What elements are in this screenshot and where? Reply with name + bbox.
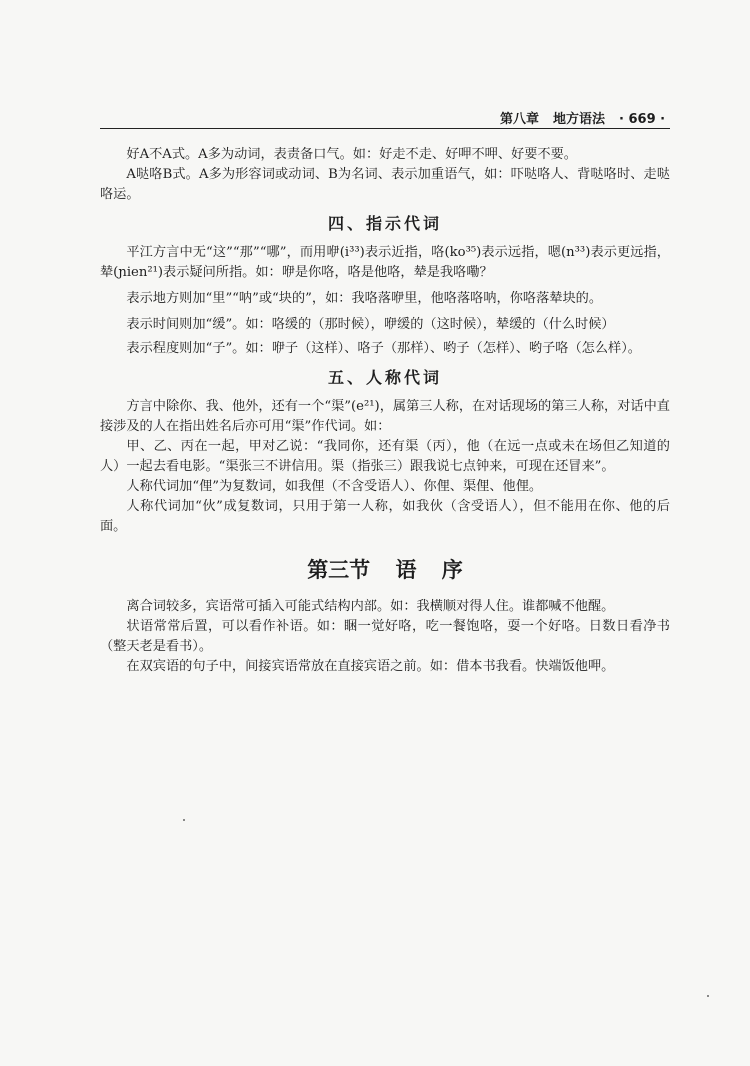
paragraph-demonstratives-intro: 平江方言中无“这”“那”“哪”，而用咿(i³³)表示近指，咯(ko³⁵)表示远指，嗯(n³³)表示更远指，辇(ɲien²¹)表示疑问所指。如：咿是你咯，咯是他咯，辇是我咯嘞？: [100, 245, 670, 280]
page-number: · 669 ·: [619, 112, 666, 127]
chapter-title: 地方语法: [553, 112, 606, 127]
page-body: [100, 145, 670, 677]
paragraph-adverbials: 状语常常后置，可以看作补语。如：睏一觉好咯，吃一餐饱咯，耍一个好咯。日数日看净书（整天老是看书）。: [100, 619, 670, 654]
scan-speck: [707, 995, 709, 997]
paragraph-plural-huo: 人称代词加“伙”成复数词，只用于第一人称，如我伙（含受语人），但不能用在你、他的后面。: [100, 499, 670, 534]
paragraph-separable-words: 离合词较多，宾语常可插入可能式结构内部。如：我横顺对得人住。谁都喊不他醒。: [126, 599, 615, 614]
chapter-number: 第八章: [500, 112, 540, 127]
paragraph-place: 表示地方则加“里”“呐”或“块的”，如：我咯落咿里，他咯落咯呐，你咯落辇块的。: [126, 291, 603, 306]
running-header: [500, 108, 665, 127]
header-rule: [100, 128, 670, 129]
paragraph-double-objects: 在双宾语的句子中，间接宾语常放在直接宾语之前。如：借本书我看。快端饭他呷。: [126, 659, 615, 674]
paragraph-a-da-lo-b: A哒咯B式。A多为形容词或动词、B为名词、表示加重语气，如：吓哒咯人、背哒咯时、走哒咯运。: [100, 167, 670, 202]
heading-demonstrative-pronouns: 四、指示代词: [327, 214, 442, 233]
paragraph-plural-li: 人称代词加“俚”为复数词，如我俚（不含受语人）、你俚、渠俚、他俚。: [126, 479, 543, 494]
heading-personal-pronouns: 五、人称代词: [327, 368, 442, 387]
paragraph-example-dialogue: 甲、乙、丙在一起，甲对乙说：“我同你，还有渠（丙），他（在远一点或未在场但乙知道的人）一起去看电影。“渠张三不讲信用。渠（指张三）跟我说七点钟来，可现在还冒来”。: [100, 439, 670, 474]
paragraph-qu-intro: 方言中除你、我、他外，还有一个“渠”(e²¹)，属第三人称，在对话现场的第三人称，对话中直接涉及的人在指出姓名后亦可用“渠”作代词。如：: [100, 399, 670, 434]
scan-speck: [183, 819, 185, 821]
paragraph-time: 表示时间则加“缓”。如：咯缓的（那时候），咿缓的（这时候），辇缓的（什么时候）: [126, 317, 615, 332]
section-title-word-order: 第三节 语 序: [307, 558, 463, 582]
paragraph-degree: 表示程度则加“子”。如：咿子（这样）、咯子（那样）、哟子（怎样）、哟子咯（怎么样）。: [126, 341, 641, 356]
paragraph-hao-a-bu-a: 好A不A式。A多为动词，表责备口气。如：好走不走、好呷不呷、好要不要。: [126, 147, 577, 162]
